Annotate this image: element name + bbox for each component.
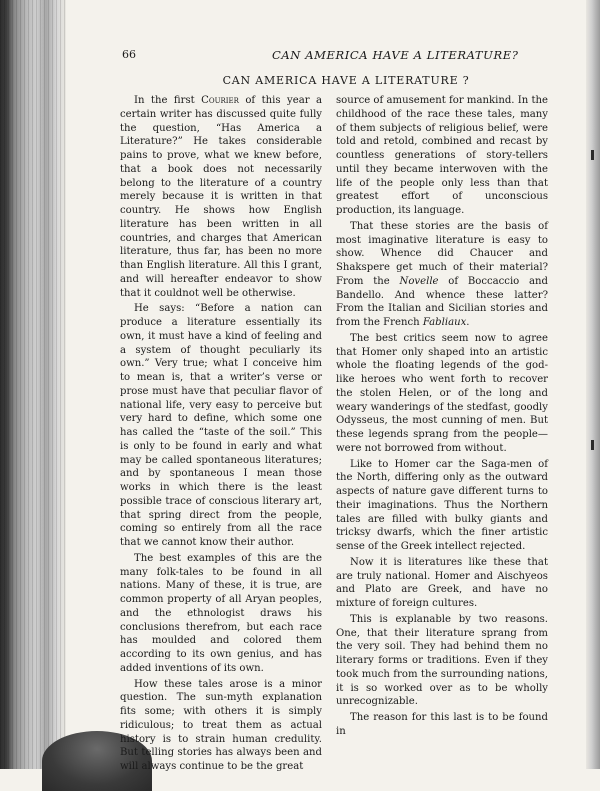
- text-run: .: [466, 317, 470, 328]
- page-edge: [586, 0, 600, 769]
- article-title: CAN AMERICA HAVE A LITERATURE ?: [222, 74, 470, 87]
- page-header: [122, 48, 566, 64]
- paragraph: Like to Homer car the Saga-men of the North, differing only as the outward aspects of nature gave different turns to their imaginations. Thus the Northern tales are filled with bulky giants and tricksy dwarfs, which the finer artistic sense of the Greek intellect rejected.: [336, 458, 548, 552]
- fabliaux-title: Fabliaux: [422, 317, 467, 328]
- running-title: CAN AMERICA HAVE A LITERATURE?: [272, 48, 519, 62]
- paragraph: The reason for this last is to be found in: [336, 712, 548, 737]
- text-run: In the first: [134, 95, 202, 106]
- page-number: 66: [122, 48, 136, 61]
- paragraph: [336, 220, 548, 330]
- book-page: [66, 0, 586, 772]
- courier-title: Courier: [201, 95, 239, 106]
- paragraph: Now it is literatures like these that are truly national. Homer and Aischyeos and Plato are Greek, and have no mixture of foreign cultures.: [336, 556, 548, 609]
- paragraph: [120, 94, 322, 300]
- paragraph: How these tales arose is a minor question. The sun-myth explanation fits some; with others it is simply ridiculous; to treat them as actual history is to strain human credulity. But telling stories has always been and will always continue to be the great: [120, 678, 322, 772]
- paragraph: He says: “Before a nation can produce a literature essentially its own, it must have a kind of feeling and a system of thought peculiarly its own.” Very true; what I conceive him to mean is, that a writer’s verse or prose must have that peculiar flavor of national life, very easy to perceive but very hard to define, which some one has called the “taste of the soil.” This is only to be found in early and what may be called spontaneous literatures; and by spontaneous I mean those works in which there is the least possible trace of conscious literary art, that spring direct from the people, coming so entirely from all the race that we cannot know their author.: [120, 303, 322, 548]
- text-run: That these stories are the basis of most imaginative literature is easy to show. Whence did Chaucer and Shakspere get much of their material? From the: [336, 220, 548, 287]
- text-run: of Boccaccio and Bandello. And whence these latter? From the Italian and Sicilian stories and from the French: [336, 275, 548, 328]
- text-run: of this year a certain writer has discussed quite fully the question, “Has America a Literature?” He takes considerable pains to prove, what we knew before, that a book does not necessarily belong to the literature of a country merely because it is written in that country. He shows how English literature has been written in all countries, and charges that American literature, thus far, has been no more than English literature. All this I grant, and will hereafter endeavor to show that it couldnot well be otherwise.: [120, 95, 322, 299]
- novelle-title: Novelle: [399, 275, 439, 287]
- paragraph: source of amusement for mankind. In the childhood of the race these tales, many of them subjects of religious belief, were told and retold, combined and recast by countless generations of story-tellers until they became interwoven with the life of the people only less than that greatest effort of unconscious production, its language.: [336, 95, 548, 216]
- paragraph: This is explanable by two reasons. One, that their literature sprang from the very soil. They had behind them no literary forms or traditions. Even if they took much from the surrounding nations, it is so worked over as to be wholly unrecognizable.: [336, 613, 548, 708]
- edge-mark: [591, 440, 594, 450]
- paragraph: The best examples of this are the many folk-tales to be found in all nations. Many of these, it is true, are common property of all Aryan peoples, and the ethnologist draws his conclusions therefrom, but each race has moulded and colored them according to its own genius, and has added inventions of its own.: [120, 552, 322, 674]
- left-column: [120, 94, 322, 776]
- right-column: [336, 94, 548, 741]
- book-binding: [0, 0, 66, 769]
- edge-mark: [591, 150, 594, 160]
- paragraph: The best critics seem now to agree that Homer only shaped into an artistic whole the floating legends of the god-like heroes who went forth to recover the stolen Helen, or of the long and weary wanderings of the stedfast, goodly Odysseus, the most cunning of men. But these legends sprang from the people—were not borrowed from without.: [336, 332, 548, 454]
